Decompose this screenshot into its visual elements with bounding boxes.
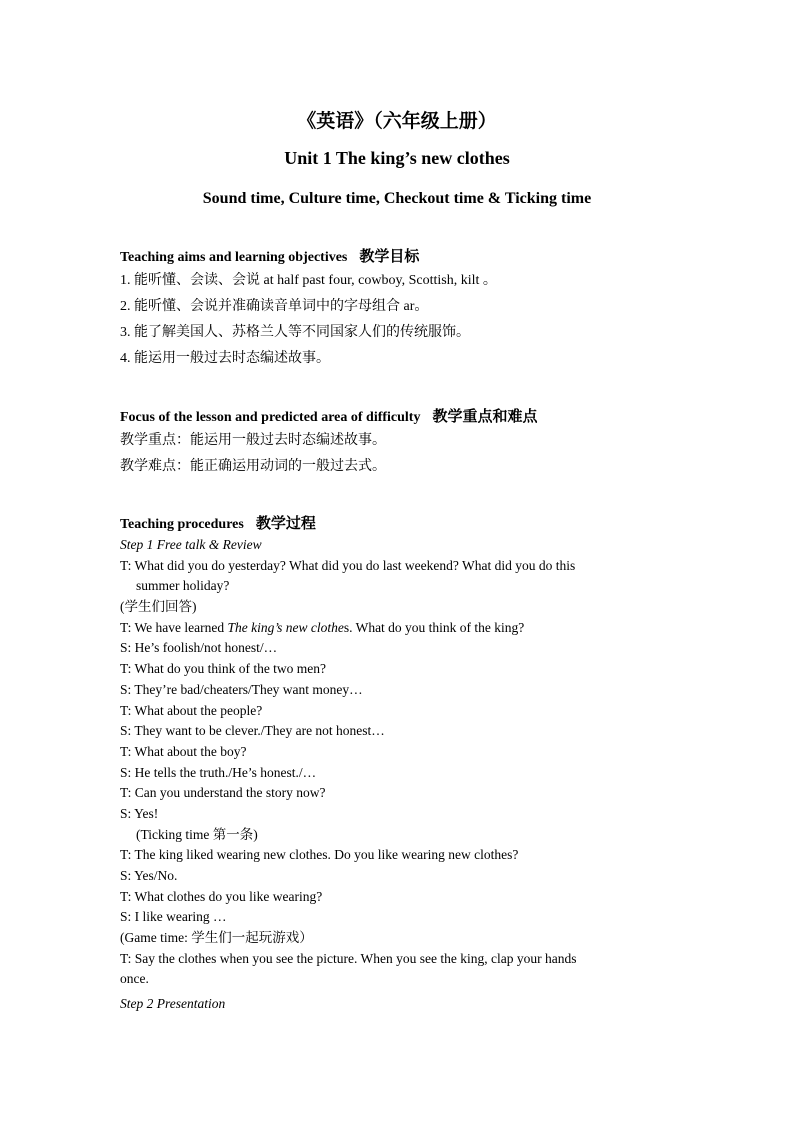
dialogue-text: T: We have learned [120,619,228,635]
dialogue-text: s. What do you think of the king? [343,619,525,635]
aim-item: 2. 能听懂、会说并准确读音单词中的字母组合 ar。 [120,299,429,314]
dialogue-line: summer holiday? [136,578,230,594]
note-line: (Ticking time 第一条) [136,826,258,842]
dialogue-line: T: Say the clothes when you see the picture. When you see the king, clap your hands [120,950,577,966]
dialogue-line: once. [120,971,149,987]
focus-heading [120,406,672,428]
note-line: (学生们回答) [120,599,197,615]
aim-item: 1. 能听懂、会读、会说 at half past four, cowboy, Scottish, kilt 。 [120,273,497,288]
dialogue-line: T: What did you do yesterday? What did you do last weekend? What did you do this [120,557,576,573]
dialogue-line: S: They’re bad/cheaters/They want money… [120,681,363,697]
focus-item: 教学难点：能正确运用动词的一般过去式。 [120,459,386,474]
focus-section [120,406,672,480]
dialogue-line: S: I like wearing … [120,909,227,925]
story-title: The king’s new clothe [227,619,344,635]
dialogue-line: T: What about the boy? [120,743,247,759]
aim-item: 3. 能了解美国人、苏格兰人等不同国家人们的传统服饰。 [120,325,470,340]
dialogue-line: T: What clothes do you like wearing? [120,888,323,904]
step-heading: Step 2 Presentation [120,996,226,1012]
dialogue-line: T: The king liked wearing new clothes. Do you like wearing new clothes? [120,847,519,863]
document-title: 《英语》（六年级上册） [297,111,497,132]
note-line: (Game time: 学生们一起玩游戏） [120,930,313,946]
dialogue-line: S: Yes/No. [120,868,178,883]
dialogue-line: S: Yes! [120,805,159,821]
dialogue-line [120,618,672,639]
dialogue-line: S: They want to be clever./They are not honest… [120,723,385,739]
dialogue-line: T: What do you think of the two men? [120,661,327,677]
procedures-section [120,513,672,1015]
dialogue-line: T: Can you understand the story now? [120,785,326,801]
aims-heading-en: Teaching aims and learning objectives [120,250,348,265]
dialogue-line: T: What about the people? [120,702,263,718]
unit-title: Unit 1 The king’s new clothes [284,148,510,168]
focus-heading-en: Focus of the lesson and predicted area of difficulty [120,410,421,425]
lesson-subtitle: Sound time, Culture time, Checkout time & Ticking time [202,190,592,207]
step-heading: Step 1 Free talk & Review [120,537,262,552]
aim-item: 4. 能运用一般过去时态编述故事。 [120,351,330,366]
procedures-heading-zh: 教学过程 [255,516,316,532]
aims-heading-zh: 教学目标 [359,249,420,265]
procedures-heading [120,513,672,535]
aims-section [120,246,672,372]
dialogue-line: S: He tells the truth./He’s honest./… [120,764,317,780]
procedures-heading-en: Teaching procedures [120,517,244,532]
focus-heading-zh: 教学重点和难点 [432,409,538,425]
dialogue-line: S: He’s foolish/not honest/… [120,640,278,656]
focus-item: 教学重点：能运用一般过去时态编述故事。 [120,433,386,448]
aims-heading [120,246,672,268]
